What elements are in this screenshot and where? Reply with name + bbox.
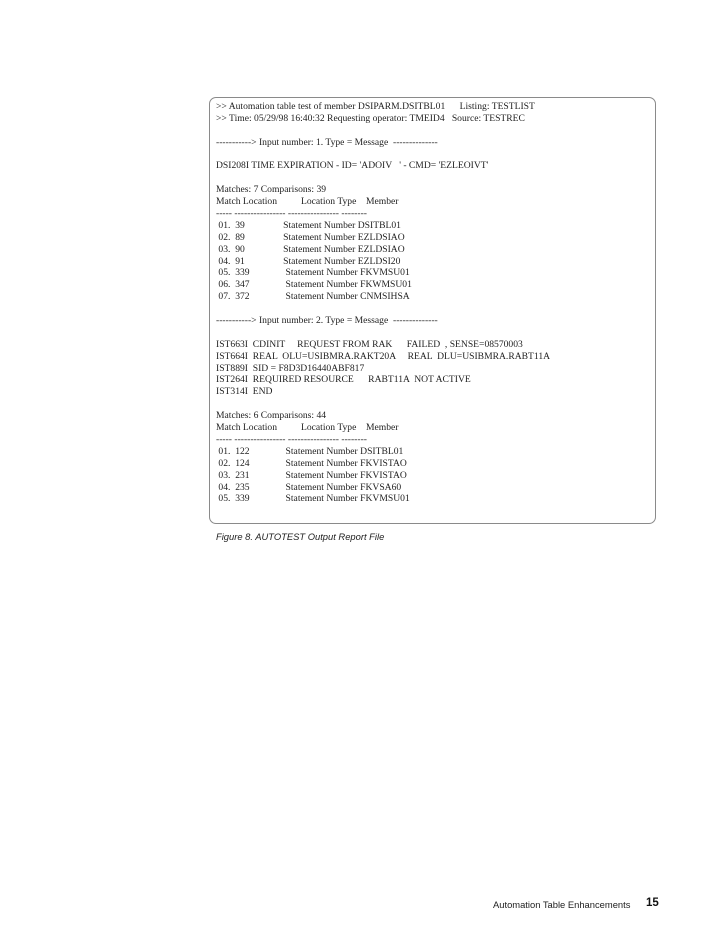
listing-line: Match Location Location Type Member	[216, 422, 399, 434]
listing-line: Match Location Location Type Member	[216, 196, 399, 208]
listing-line: 02. 124 Statement Number FKVISTAO	[216, 457, 407, 469]
listing-line: 05. 339 Statement Number FKVMSU01	[216, 493, 410, 505]
listing-line: 01. 122 Statement Number DSITBL01	[216, 445, 404, 457]
listing-line: IST663I CDINIT REQUEST FROM RAK FAILED , SENSE=08570003	[216, 338, 523, 350]
listing-line: 02. 89 Statement Number EZLDSIAO	[216, 231, 405, 243]
footer-section-title: Automation Table Enhancements	[493, 899, 631, 910]
listing-line: IST314I END	[216, 386, 273, 398]
listing-line: -----------> Input number: 2. Type = Message --------------	[216, 315, 438, 327]
listing-line: Matches: 6 Comparisons: 44	[216, 410, 327, 422]
listing-line: 03. 231 Statement Number FKVISTAO	[216, 469, 407, 481]
listing-line: ----- ---------------- ---------------- --------	[216, 433, 367, 445]
autotest-output-listing	[216, 101, 652, 505]
listing-line: IST664I REAL OLU=USIBMRA.RAKT20A REAL DLU=USIBMRA.RABT11A	[216, 350, 551, 362]
listing-line	[216, 303, 652, 315]
listing-line	[216, 398, 652, 410]
listing-line	[216, 327, 652, 339]
listing-line: IST889I SID = F8D3D16440ABF817	[216, 362, 365, 374]
listing-line: >> Automation table test of member DSIPARM.DSITBL01 Listing: TESTLIST	[216, 101, 535, 112]
figure-caption: Figure 8. AUTOTEST Output Report File	[216, 531, 385, 542]
listing-line: Matches: 7 Comparisons: 39	[216, 184, 327, 196]
listing-line: 01. 39 Statement Number DSITBL01	[216, 219, 401, 231]
listing-line: 07. 372 Statement Number CNMSIHSA	[216, 291, 410, 303]
listing-line: -----------> Input number: 1. Type = Message --------------	[216, 136, 438, 148]
page-number: 15	[646, 897, 659, 909]
listing-line: IST264I REQUIRED RESOURCE RABT11A NOT ACTIVE	[216, 374, 471, 386]
listing-line: 05. 339 Statement Number FKVMSU01	[216, 267, 410, 279]
listing-line: 06. 347 Statement Number FKWMSU01	[216, 279, 412, 291]
listing-line	[216, 172, 652, 184]
listing-line	[216, 125, 652, 137]
listing-line: 03. 90 Statement Number EZLDSIAO	[216, 243, 405, 255]
listing-line: DSI208I TIME EXPIRATION - ID= 'ADOIV ' - CMD= 'EZLEOIVT'	[216, 160, 489, 172]
listing-line: >> Time: 05/29/98 16:40:32 Requesting operator: TMEID4 Source: TESTREC	[216, 112, 525, 124]
listing-line	[216, 149, 652, 161]
listing-line: ----- ---------------- ---------------- --------	[216, 208, 367, 220]
listing-line: 04. 91 Statement Number EZLDSI20	[216, 255, 401, 267]
listing-line: 04. 235 Statement Number FKVSA60	[216, 481, 402, 493]
